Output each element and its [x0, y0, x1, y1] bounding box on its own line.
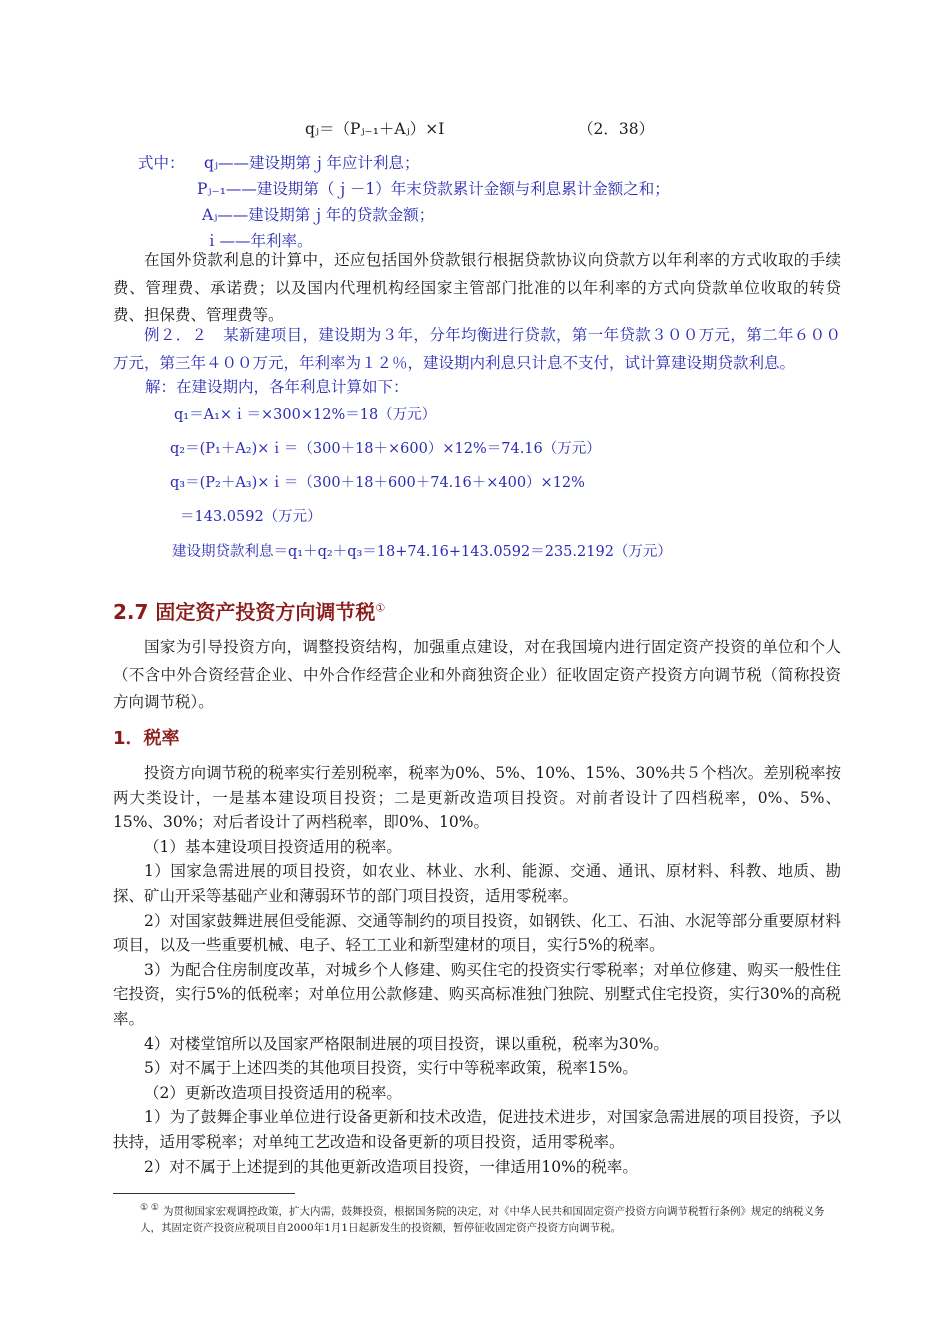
- footnote-reference[interactable]: ①: [375, 601, 386, 615]
- tax-rate-body: [113, 761, 841, 1179]
- formula-equation: qⱼ＝（Pⱼ₋₁＋Aⱼ）×I: [305, 120, 445, 138]
- footnote-marks: ① ①: [140, 1203, 159, 1213]
- calc-line-q3: q₃＝(P₂＋A₃)×ｉ＝（300＋18＋600＋74.16＋×400）×12%: [170, 475, 585, 491]
- where-item-i: ｉ——年利率。: [204, 232, 313, 250]
- tax-rate-paragraph: 2）对不属于上述提到的其他更新改造项目投资，一律适用10%的税率。: [144, 1157, 638, 1176]
- calc-line-q2: q₂＝(P₁＋A₂)×ｉ＝（300＋18＋×600）×12%＝74.16（万元）: [170, 441, 601, 457]
- example-problem: 例２．２ 某新建项目，建设期为３年，分年均衡进行贷款，第一年贷款３００万元，第二年６００万元，第三年４００万元，年利率为１２％，建设期内利息只计息不支付，试计算建设期贷款利息。: [113, 326, 841, 372]
- tax-rate-paragraph: 4）对楼堂馆所以及国家严格限制进展的项目投资，课以重税，税率为30%。: [144, 1034, 669, 1053]
- tax-rate-paragraph: （2）更新改造项目投资适用的税率。: [144, 1083, 402, 1102]
- tax-rate-paragraph: （1）基本建设项目投资适用的税率。: [144, 837, 402, 856]
- footnote-divider: [113, 1193, 295, 1194]
- tax-rate-paragraph: 3）为配合住房制度改革，对城乡个人修建、购买住宅的投资实行零税率；对单位修建、购买一般性住宅投资，实行5%的低税率；对单位用公款修建、购买高标准独门独院、别墅式住宅投资，实行30%的高税率。: [113, 960, 841, 1028]
- calc-line-total: 建设期贷款利息＝q₁＋q₂＋q₃＝18+74.16+143.0592＝235.2192（万元）: [172, 544, 672, 560]
- calc-line-q3-result: ＝143.0592（万元）: [180, 509, 322, 525]
- where-label: 式中：: [138, 154, 185, 172]
- footnote-text: 为贯彻国家宏观调控政策，扩大内需，鼓舞投资，根据国务院的决定，对《中华人民共和国固定资产投资方向调节税暂行条例》规定的纳税义务人，其固定资产投资应税项目自2000年1月1日起新发生的投资额，暂停征收固定资产投资方向调节税。: [140, 1205, 825, 1234]
- section-title: [113, 596, 385, 625]
- where-item-q: qⱼ——建设期第ｊ年应计利息；: [204, 154, 420, 172]
- footnote: [140, 1200, 840, 1236]
- where-item-p: Pⱼ₋₁——建设期第（ｊ－1）年末贷款累计金额与利息累计金额之和；: [197, 180, 670, 198]
- tax-rate-paragraph: 1）为了鼓舞企事业单位进行设备更新和技术改造，促进技术进步，对国家急需进展的项目投资，予以扶持，适用零税率；对单纯工艺改造和设备更新的项目投资，适用零税率。: [113, 1108, 841, 1151]
- section-title-text: 2.7 固定资产投资方向调节税: [113, 600, 376, 624]
- calc-line-q1: q₁＝A₁×ｉ＝×300×12%＝18（万元）: [174, 407, 437, 423]
- tax-rate-paragraph: 1）国家急需进展的项目投资，如农业、林业、水利、能源、交通、通讯、原材料、科教、地质、勘探、矿山开采等基础产业和薄弱环节的部门项目投资，适用零税率。: [113, 862, 841, 905]
- tax-rate-paragraph: 5）对不属于上述四类的其他项目投资，实行中等税率政策，税率15%。: [144, 1059, 638, 1078]
- subsection-title: 1．税率: [113, 728, 180, 749]
- solution-intro: 解：在建设期内，各年利息计算如下：: [145, 378, 409, 396]
- tax-rate-paragraph: 2）对国家鼓舞进展但受能源、交通等制约的项目投资，如钢铁、化工、石油、水泥等部分重要原材料项目，以及一些重要机械、电子、轻工工业和新型建材的项目，实行5%的税率。: [113, 911, 841, 955]
- formula-number: （2．38）: [578, 120, 655, 138]
- tax-rate-paragraph: 投资方向调节税的税率实行差别税率，税率为0%、5%、10%、15%、30%共５个档次。差别税率按两大类设计，一是基本建设项目投资；二是更新改造项目投资。对前者设计了四档税率，0%、5%、15%、30%；对后者设计了两档税率，即0%、10%。: [113, 764, 841, 832]
- paragraph-foreign-loan: 在国外贷款利息的计算中，还应包括国外贷款银行根据贷款协议向贷款方以年利率的方式收取的手续费、管理费、承诺费；以及国内代理机构经国家主管部门批准的以年利率的方式向贷款单位收取的转贷费、担保费、管理费等。: [113, 251, 841, 324]
- where-item-a: Aⱼ——建设期第ｊ年的贷款金额；: [202, 206, 435, 224]
- section-intro: 国家为引导投资方向，调整投资结构，加强重点建设，对在我国境内进行固定资产投资的单位和个人（不含中外合资经营企业、中外合作经营企业和外商独资企业）征收固定资产投资方向调节税（简称投资方向调节税）。: [113, 638, 841, 711]
